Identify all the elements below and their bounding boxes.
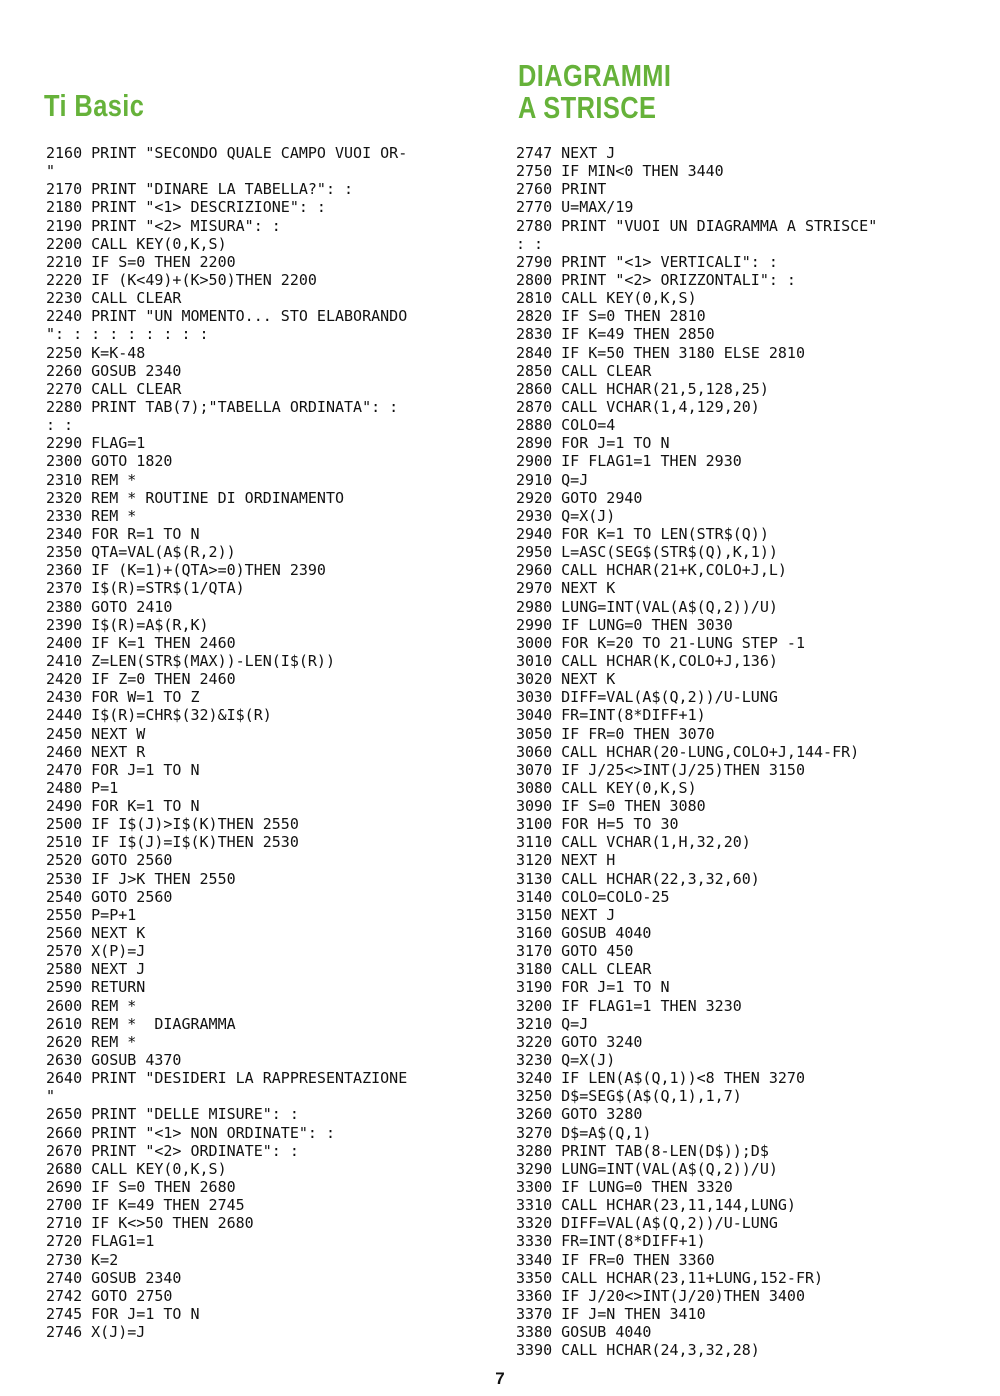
code-line: 2620 REM * <box>46 1032 137 1051</box>
code-line: 2940 FOR K=1 TO LEN(STR$(Q)) <box>516 524 769 543</box>
code-line: 2710 IF K<>50 THEN 2680 <box>46 1214 254 1233</box>
code-line: 2530 IF J>K THEN 2550 <box>46 869 236 888</box>
code-line: 3150 NEXT J <box>516 905 616 924</box>
code-line: 2160 PRINT "SECONDO QUALE CAMPO VUOI OR- <box>46 144 408 162</box>
code-line: 3070 IF J/25<>INT(J/25)THEN 3150 <box>516 760 805 779</box>
code-line: 2240 PRINT "UN MOMENTO... STO ELABORANDO <box>46 307 408 326</box>
code-line: 2760 PRINT <box>516 180 607 199</box>
code-line: 2770 U=MAX/19 <box>516 198 634 217</box>
code-line: 2460 NEXT R <box>46 742 146 761</box>
code-line: 2910 Q=J <box>516 470 589 489</box>
code-line: 2890 FOR J=1 TO N <box>516 434 670 453</box>
code-line: 3090 IF S=0 THEN 3080 <box>516 797 706 816</box>
code-line: 3080 CALL KEY(0,K,S) <box>516 778 697 797</box>
code-line: 2290 FLAG=1 <box>46 434 146 453</box>
code-line: 2745 FOR J=1 TO N <box>46 1305 200 1323</box>
code-line: 2320 REM * ROUTINE DI ORDINAMENTO <box>46 488 345 507</box>
code-line: 2870 CALL VCHAR(1,4,129,20) <box>516 397 760 416</box>
code-line: 3130 CALL HCHAR(22,3,32,60) <box>516 869 760 888</box>
code-line: 2990 IF LUNG=0 THEN 3030 <box>516 615 733 634</box>
code-line: 2740 GOSUB 2340 <box>46 1268 182 1287</box>
code-line: 3110 CALL VCHAR(1,H,32,20) <box>516 833 751 852</box>
code-line: 3180 CALL CLEAR <box>516 960 652 979</box>
code-line: 2610 REM * DIAGRAMMA <box>46 1014 236 1033</box>
code-line: 2730 K=2 <box>46 1250 119 1269</box>
code-line: ": : : : : : : : : <box>46 325 209 344</box>
code-line: 3060 CALL HCHAR(20-LUNG,COLO+J,144-FR) <box>516 742 860 761</box>
code-line: 2270 CALL CLEAR <box>46 379 182 398</box>
code-line: 2500 IF I$(J)>I$(K)THEN 2550 <box>46 815 299 834</box>
code-line: 2900 IF FLAG1=1 THEN 2930 <box>516 452 742 471</box>
page-number: 7 <box>495 1369 505 1388</box>
code-line: : : <box>46 416 74 435</box>
code-line: 2370 I$(R)=STR$(1/QTA) <box>46 579 245 598</box>
code-line: 2450 NEXT W <box>46 724 146 743</box>
code-line: 2280 PRINT TAB(7);"TABELLA ORDINATA": : <box>46 397 399 416</box>
code-line: 2420 IF Z=0 THEN 2460 <box>46 670 236 689</box>
code-line: 2680 CALL KEY(0,K,S) <box>46 1159 227 1178</box>
code-line: 3030 DIFF=VAL(A$(Q,2))/U-LUNG <box>516 688 778 707</box>
code-line: 2970 NEXT K <box>516 579 616 598</box>
code-line: 2950 L=ASC(SEG$(STR$(Q),K,1)) <box>516 543 778 562</box>
code-line: 2980 LUNG=INT(VAL(A$(Q,2))/U) <box>516 597 778 616</box>
article-title-line-2: A STRISCE <box>518 90 657 125</box>
code-line: 3160 GOSUB 4040 <box>516 924 652 943</box>
code-line: 2230 CALL CLEAR <box>46 289 182 308</box>
code-line: 2860 CALL HCHAR(21,5,128,25) <box>516 379 769 398</box>
code-line: 3290 LUNG=INT(VAL(A$(Q,2))/U) <box>516 1159 778 1178</box>
code-line: 2750 IF MIN<0 THEN 3440 <box>516 162 724 181</box>
code-line: 2330 REM * <box>46 506 137 525</box>
code-line: 2650 PRINT "DELLE MISURE": : <box>46 1105 299 1124</box>
code-line: 2840 IF K=50 THEN 3180 ELSE 2810 <box>516 343 805 362</box>
code-line: 2660 PRINT "<1> NON ORDINATE": : <box>46 1123 335 1142</box>
code-line: 2920 GOTO 2940 <box>516 488 643 507</box>
code-line: 3300 IF LUNG=0 THEN 3320 <box>516 1178 733 1197</box>
code-line: 2200 CALL KEY(0,K,S) <box>46 234 227 253</box>
article-title <box>518 60 671 124</box>
code-line: 2300 GOTO 1820 <box>46 452 173 471</box>
code-line: 3250 D$=SEG$(A$(Q,1),1,7) <box>516 1087 742 1106</box>
code-line: : : <box>516 234 544 253</box>
code-line: 2430 FOR W=1 TO Z <box>46 688 200 707</box>
code-line: 2360 IF (K=1)+(QTA>=0)THEN 2390 <box>46 561 326 580</box>
code-line: 2210 IF S=0 THEN 2200 <box>46 252 236 271</box>
section-title-ti-basic <box>44 90 144 122</box>
code-line: 2790 PRINT "<1> VERTICALI": : <box>516 252 778 271</box>
code-line: 2340 FOR R=1 TO N <box>46 524 200 543</box>
code-line: 3010 CALL HCHAR(K,COLO+J,136) <box>516 651 778 670</box>
code-listing-left-column <box>46 144 407 1341</box>
code-line: 3340 IF FR=0 THEN 3360 <box>516 1250 715 1269</box>
code-line: 2250 K=K-48 <box>46 343 146 362</box>
code-line: 3140 COLO=COLO-25 <box>516 887 670 906</box>
code-line: 2540 GOTO 2560 <box>46 887 173 906</box>
code-line: 3390 CALL HCHAR(24,3,32,28) <box>516 1341 760 1360</box>
code-line: 3370 IF J=N THEN 3410 <box>516 1305 706 1323</box>
code-line: 2410 Z=LEN(STR$(MAX))-LEN(I$(R)) <box>46 651 335 670</box>
code-line: 3350 CALL HCHAR(23,11+LUNG,152-FR) <box>516 1268 824 1287</box>
code-line: 3040 FR=INT(8*DIFF+1) <box>516 706 706 725</box>
article-title-line-1: DIAGRAMMI <box>518 58 672 93</box>
code-line: 2580 NEXT J <box>46 960 146 979</box>
code-line: 2260 GOSUB 2340 <box>46 361 182 380</box>
code-line: 3120 NEXT H <box>516 851 616 870</box>
code-line: 2850 CALL CLEAR <box>516 361 652 380</box>
code-line: 2220 IF (K<49)+(K>50)THEN 2200 <box>46 270 317 289</box>
code-line: 3270 D$=A$(Q,1) <box>516 1123 652 1142</box>
section-title-text: Ti Basic <box>44 88 145 123</box>
code-line: 2746 X(J)=J <box>46 1323 146 1342</box>
code-line: 2440 I$(R)=CHR$(32)&I$(R) <box>46 706 272 725</box>
code-line: 2670 PRINT "<2> ORDINATE": : <box>46 1141 299 1160</box>
code-line: 2510 IF I$(J)=I$(K)THEN 2530 <box>46 833 299 852</box>
code-line: 3210 Q=J <box>516 1014 589 1033</box>
code-line: 2600 REM * <box>46 996 137 1015</box>
code-line: 2590 RETURN <box>46 978 146 997</box>
code-line: 2520 GOTO 2560 <box>46 851 173 870</box>
code-line: 2480 P=1 <box>46 778 119 797</box>
code-line: 2690 IF S=0 THEN 2680 <box>46 1178 236 1197</box>
code-line: 3000 FOR K=20 TO 21-LUNG STEP -1 <box>516 633 805 652</box>
code-line: 2820 IF S=0 THEN 2810 <box>516 307 706 326</box>
code-line: 2810 CALL KEY(0,K,S) <box>516 289 697 308</box>
code-line: 3220 GOTO 3240 <box>516 1032 643 1051</box>
code-line: 3360 IF J/20<>INT(J/20)THEN 3400 <box>516 1286 805 1305</box>
code-line: 2400 IF K=1 THEN 2460 <box>46 633 236 652</box>
code-line: 2830 IF K=49 THEN 2850 <box>516 325 715 344</box>
code-line: 3170 GOTO 450 <box>516 942 634 961</box>
code-line: 2170 PRINT "DINARE LA TABELLA?": : <box>46 180 354 199</box>
code-line: 3320 DIFF=VAL(A$(Q,2))/U-LUNG <box>516 1214 778 1233</box>
code-line: 2747 NEXT J <box>516 144 616 162</box>
code-line: 2570 X(P)=J <box>46 942 146 961</box>
code-line: 2190 PRINT "<2> MISURA": : <box>46 216 281 235</box>
code-listing-right-column <box>516 144 877 1359</box>
code-line: 3200 IF FLAG1=1 THEN 3230 <box>516 996 742 1015</box>
code-line: 2550 P=P+1 <box>46 905 137 924</box>
code-line: 2800 PRINT "<2> ORIZZONTALI": : <box>516 270 796 289</box>
code-line: 2390 I$(R)=A$(R,K) <box>46 615 209 634</box>
code-line: 2630 GOSUB 4370 <box>46 1051 182 1070</box>
code-line: 2470 FOR J=1 TO N <box>46 760 200 779</box>
code-line: 2490 FOR K=1 TO N <box>46 797 200 816</box>
code-line: 3240 IF LEN(A$(Q,1))<8 THEN 3270 <box>516 1069 805 1088</box>
code-line: 2310 REM * <box>46 470 137 489</box>
code-line: " <box>46 1087 56 1106</box>
code-line: 2930 Q=X(J) <box>516 506 616 525</box>
code-line: 3380 GOSUB 4040 <box>516 1323 652 1342</box>
code-line: 2180 PRINT "<1> DESCRIZIONE": : <box>46 198 326 217</box>
code-line: 2720 FLAG1=1 <box>46 1232 155 1251</box>
code-line: 2880 COLO=4 <box>516 416 616 435</box>
code-line: 3100 FOR H=5 TO 30 <box>516 815 679 834</box>
code-line: 2700 IF K=49 THEN 2745 <box>46 1196 245 1215</box>
code-line: 2640 PRINT "DESIDERI LA RAPPRESENTAZIONE <box>46 1069 408 1088</box>
code-line: 3230 Q=X(J) <box>516 1051 616 1070</box>
code-line: 2742 GOTO 2750 <box>46 1286 173 1305</box>
code-line: 3280 PRINT TAB(8-LEN(D$));D$ <box>516 1141 769 1160</box>
code-line: 3260 GOTO 3280 <box>516 1105 643 1124</box>
code-line: 2350 QTA=VAL(A$(R,2)) <box>46 543 236 562</box>
code-line: " <box>46 162 56 181</box>
code-line: 3330 FR=INT(8*DIFF+1) <box>516 1232 706 1251</box>
code-line: 2780 PRINT "VUOI UN DIAGRAMMA A STRISCE" <box>516 216 878 235</box>
code-line: 2560 NEXT K <box>46 924 146 943</box>
code-line: 3190 FOR J=1 TO N <box>516 978 670 997</box>
code-line: 3020 NEXT K <box>516 670 616 689</box>
code-line: 2380 GOTO 2410 <box>46 597 173 616</box>
code-line: 2960 CALL HCHAR(21+K,COLO+J,L) <box>516 561 787 580</box>
code-line: 3310 CALL HCHAR(23,11,144,LUNG) <box>516 1196 796 1215</box>
code-line: 3050 IF FR=0 THEN 3070 <box>516 724 715 743</box>
